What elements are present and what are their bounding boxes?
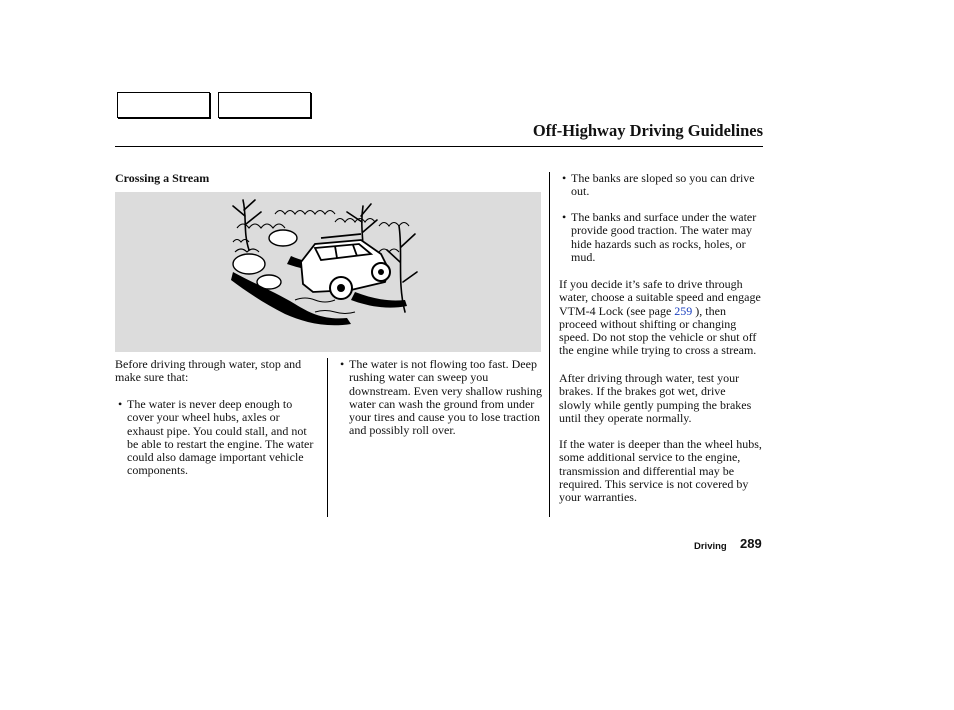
page-title: Off-Highway Driving Guidelines <box>532 121 763 140</box>
bullet-text: The banks are sloped so you can drive out. <box>571 171 755 199</box>
bullet-item <box>562 210 757 264</box>
bullet-icon: • <box>562 210 567 224</box>
bullet-icon: • <box>562 171 567 185</box>
bullet-text: The water is never deep enough to cover your wheel hubs, axles or exhaust pipe. You could stall, and not be able to restart the engine. The water could also damage important vehicle components. <box>127 397 314 478</box>
column-divider <box>549 172 550 517</box>
bullet-text: The banks and surface under the water provide good traction. The water may hide hazards such as rocks, holes, or mud. <box>571 210 757 264</box>
section-heading: Crossing a Stream <box>115 171 210 185</box>
page-reference-link[interactable]: 259 <box>674 303 693 318</box>
bullet-icon: • <box>118 397 123 411</box>
paragraph-warranty: If the water is deeper than the wheel hubs, some additional service to the engine, transmission and differential may be required. This service is not covered by your warranties. <box>559 437 762 505</box>
nav-tab-table-of-contents[interactable] <box>218 92 311 118</box>
bullet-text: The water is not flowing too fast. Deep rushing water can sweep you downstream. Even very shallow rushing water can wash the ground from under your tires and cause you to lose traction and possibly roll over. <box>349 357 542 438</box>
nav-tab-main-menu[interactable] <box>117 92 210 118</box>
stream-crossing-illustration <box>115 192 541 352</box>
paragraph-brakes: After driving through water, test your brakes. If the brakes got wet, drive slowly while gently pumping the brakes until they operate normally. <box>559 371 752 425</box>
bullet-item <box>118 397 319 478</box>
footer-section-label: Driving <box>694 541 727 552</box>
intro-paragraph: Before driving through water, stop and make sure that: <box>115 357 302 385</box>
bullet-icon: • <box>340 357 345 371</box>
column-divider <box>327 358 328 517</box>
paragraph-procedure: If you decide it’s safe to drive through water, choose a suitable speed and engage VTM-4 Lock (see page 259 ), then proceed without shifting or changing speed. Do not stop the vehicle or shut off the engine while trying to cross a stream. <box>559 277 761 358</box>
suv-crossing-stream-icon <box>115 192 541 352</box>
bullet-item <box>340 357 543 438</box>
bullet-item <box>562 171 757 199</box>
title-divider <box>115 146 763 147</box>
page-number: 289 <box>740 536 762 551</box>
